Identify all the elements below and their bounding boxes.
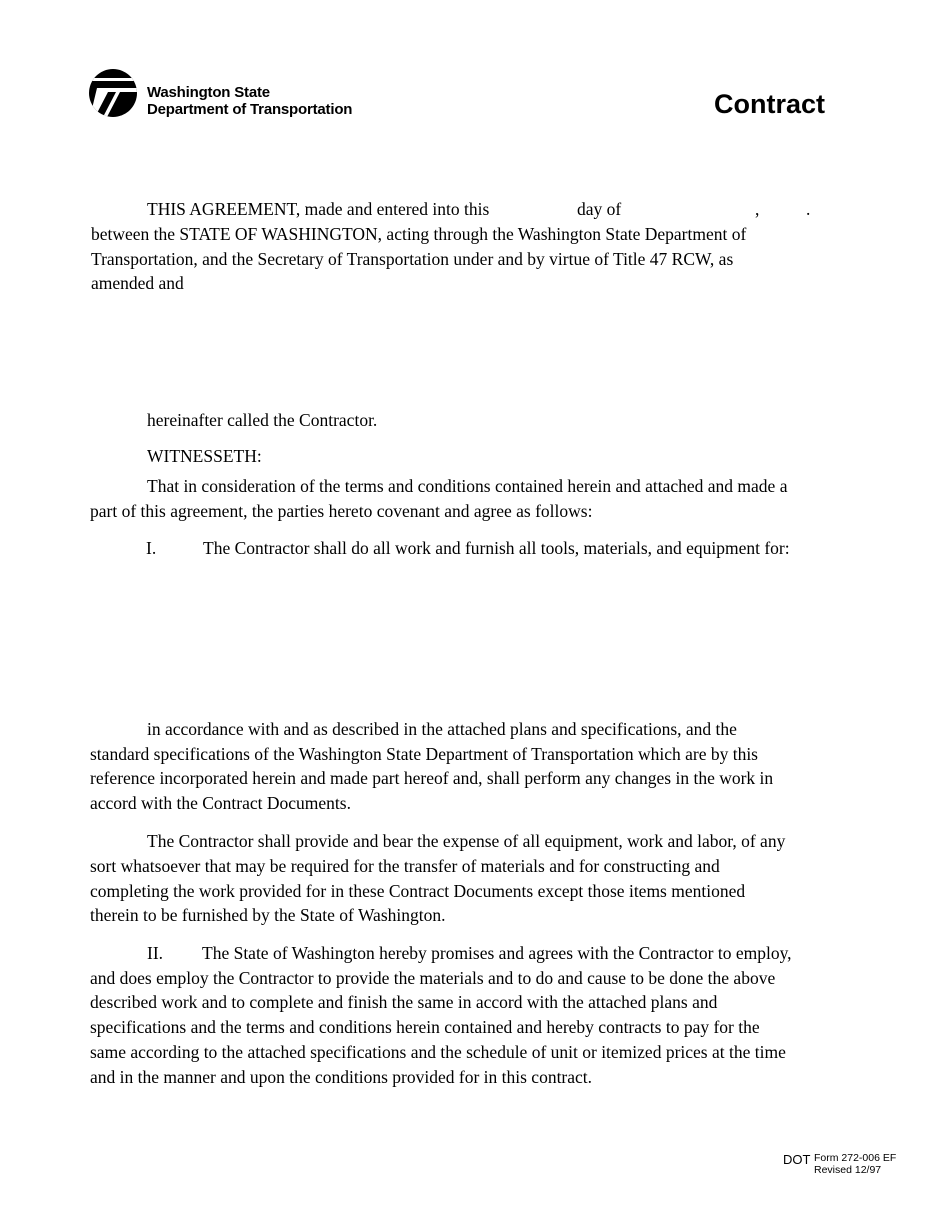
agreement-day-of: day of <box>577 199 622 219</box>
consideration-line-1: That in consideration of the terms and conditions contained herein and attached and made a <box>147 476 788 496</box>
accordance-line-4: accord with the Contract Documents. <box>90 793 351 813</box>
contractor-called: hereinafter called the Contractor. <box>147 410 378 430</box>
wsdot-logo-icon <box>89 69 137 117</box>
agreement-period: . <box>806 199 811 219</box>
agreement-line-3: Transportation, and the Secretary of Transportation under and by virtue of Title 47 RCW, as <box>91 249 734 269</box>
accordance-line-2: standard specifications of the Washington State Department of Transportation which are by this <box>90 744 758 764</box>
section-2-numeral: II. <box>147 943 164 963</box>
provide-line-1: The Contractor shall provide and bear the expense of all equipment, work and labor, of any <box>147 831 786 851</box>
footer-form-number: Form 272-006 EF <box>814 1152 897 1164</box>
section-2-line-4: specifications and the terms and conditions herein contained and hereby contracts to pay for the <box>90 1017 760 1037</box>
agency-line-1: Washington State <box>147 84 270 101</box>
footer-dot: DOT <box>783 1152 811 1167</box>
agency-line-2: Department of Transportation <box>147 101 353 118</box>
section-2-line-5: same according to the attached specifications and the schedule of unit or itemized prices at the time <box>90 1042 786 1062</box>
accordance-line-1: in accordance with and as described in the attached plans and specifications, and the <box>147 719 737 739</box>
section-2-line-1: The State of Washington hereby promises and agrees with the Contractor to employ, <box>202 943 792 963</box>
section-1-text: The Contractor shall do all work and furnish all tools, materials, and equipment for: <box>203 538 790 558</box>
section-1-numeral: I. <box>146 538 157 558</box>
section-2-line-2: and does employ the Contractor to provide the materials and to do and cause to be done the above <box>90 968 776 988</box>
form-title: Contract <box>714 89 826 119</box>
footer-revised: Revised 12/97 <box>814 1164 882 1176</box>
section-2-line-3: described work and to complete and finish the same in accord with the attached plans and <box>90 992 718 1012</box>
consideration-line-2: part of this agreement, the parties hereto covenant and agree as follows: <box>90 501 593 521</box>
agreement-comma: , <box>755 199 760 219</box>
provide-line-2: sort whatsoever that may be required for the transfer of materials and for constructing and <box>90 856 720 876</box>
agreement-line-4: amended and <box>91 273 184 293</box>
witnesseth-heading: WITNESSETH: <box>147 446 262 466</box>
accordance-line-3: reference incorporated herein and made part hereof and, shall perform any changes in the work in <box>90 768 774 788</box>
footer-form-info <box>814 1152 896 1176</box>
agreement-line-2: between the STATE OF WASHINGTON, acting through the Washington State Department of <box>91 224 747 244</box>
agreement-lead: THIS AGREEMENT, made and entered into this <box>147 199 490 219</box>
section-2-line-6: and in the manner and upon the conditions provided for in this contract. <box>90 1067 593 1087</box>
provide-line-4: therein to be furnished by the State of Washington. <box>90 905 446 925</box>
provide-line-3: completing the work provided for in these Contract Documents except those items mentioned <box>90 881 746 901</box>
agency-name <box>147 84 352 118</box>
